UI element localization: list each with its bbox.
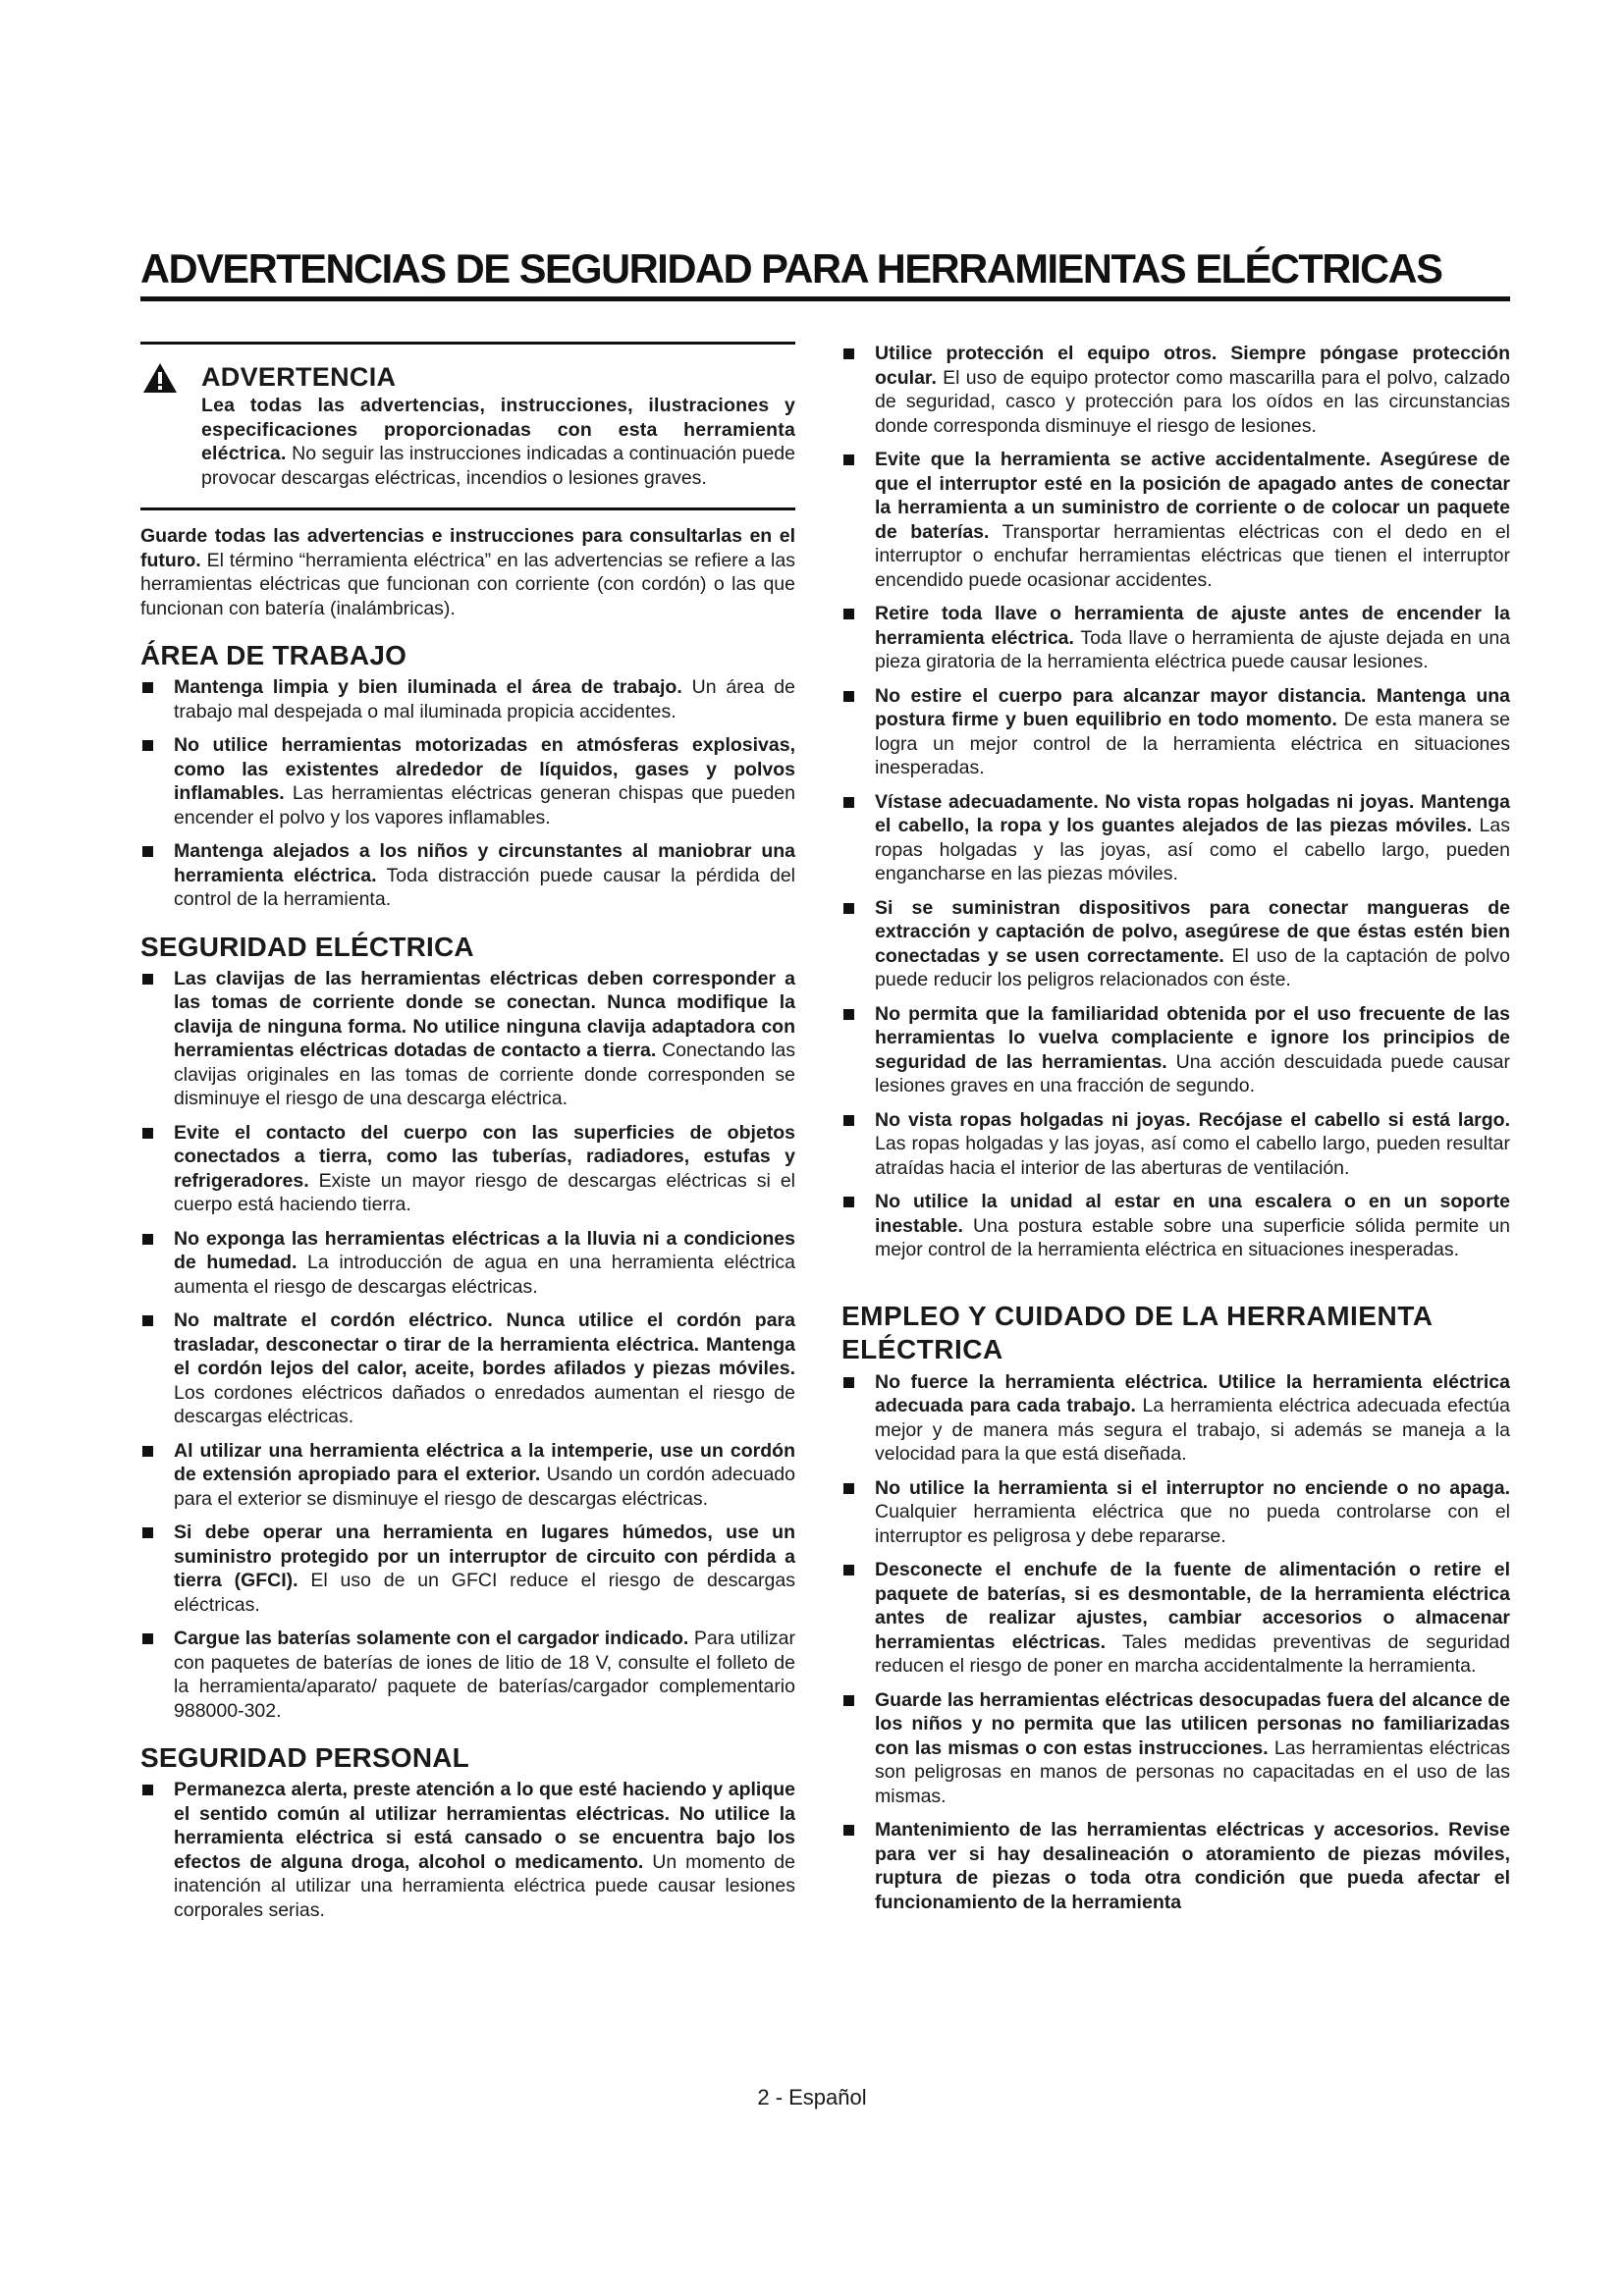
list-item bbox=[140, 1627, 795, 1723]
left-column bbox=[140, 342, 795, 1932]
list-item bbox=[140, 967, 795, 1111]
item-bold: Si se suministran dispositivos para conectar mangueras de extracción y captación de polvo, asegúrese de que éstas estén bien conectadas y se usen correctamente. bbox=[875, 896, 1510, 967]
item-bold: Mantenga limpia y bien iluminada el área de trabajo. bbox=[174, 676, 682, 698]
bullet-square-icon bbox=[843, 797, 854, 808]
item-text: Una acción descuidada puede causar lesiones graves en una fracción de segundo. bbox=[875, 1050, 1511, 1096]
item-text: Las ropas holgadas y las joyas, así como el cabello largo, pueden resultar atraídas hacia el interior de las aberturas de ventilación. bbox=[875, 1133, 1510, 1179]
list-personal-continued bbox=[841, 342, 1510, 1262]
item-bold: No maltrate el cordón eléctrico. Nunca utilice el cordón para trasladar, desconectar o tirar de la herramienta eléctrica. Mantenga el cordón lejos del calor, aceite, bordes afilados y piezas móviles. bbox=[174, 1309, 795, 1379]
bullet-square-icon bbox=[142, 1128, 153, 1139]
item-bold: Evite el contacto del cuerpo con las superficies de objetos conectados a tierra, como las tuberías, radiadores, estufas y refrigeradores. bbox=[174, 1121, 795, 1192]
item-bold: Cargue las baterías solamente con el cargador indicado. bbox=[174, 1628, 689, 1649]
list-item bbox=[140, 1121, 795, 1217]
bullet-square-icon bbox=[142, 846, 153, 857]
bullet-square-icon bbox=[843, 1197, 854, 1207]
save-bold: Guarde todas las advertencias e instrucciones para consultarlas en el futuro. bbox=[140, 525, 795, 571]
list-item bbox=[140, 839, 795, 912]
item-text: Un momento de inatención al utilizar una herramienta eléctrica puede causar lesiones corporales serias. bbox=[174, 1850, 795, 1921]
bullet-square-icon bbox=[142, 1315, 153, 1326]
section-title-personal: SEGURIDAD PERSONAL bbox=[140, 1742, 469, 1773]
list-personal bbox=[140, 1778, 795, 1922]
list-item bbox=[140, 675, 795, 723]
list-item bbox=[841, 1190, 1510, 1262]
item-bold: Vístase adecuadamente. No vista ropas holgadas ni joyas. Mantenga el cabello, la ropa y los guantes alejados de las piezas móviles. bbox=[875, 790, 1510, 836]
item-bold: No utilice la unidad al estar en una escalera o en un soporte inestable. bbox=[875, 1191, 1510, 1237]
item-text: Transportar herramientas eléctricas con el dedo en el interruptor o enchufar herramientas eléctricas que tienen el interruptor encendido puede ocasionar accidentes. bbox=[875, 520, 1511, 591]
item-bold: Mantenimiento de las herramientas eléctricas y accesorios. Revise para ver si hay desalineación o atoramiento de piezas móviles, ruptura de piezas o toda otra condición que pueda afectar el funcionamiento de la herramienta bbox=[875, 1819, 1510, 1913]
item-bold: No permita que la familiaridad obtenida por el uso frecuente de las herramientas lo vuelva complaciente e ignore los principios de seguridad de las herramientas. bbox=[875, 1002, 1510, 1073]
warning-title: ADVERTENCIA bbox=[201, 362, 397, 392]
page-title: ADVERTENCIAS DE SEGURIDAD PARA HERRAMIENTAS ELÉCTRICAS bbox=[140, 245, 1442, 292]
item-text: El uso de la captación de polvo puede reducir los peligros relacionados con éste. bbox=[875, 944, 1510, 990]
item-text: El uso de un GFCI reduce el riesgo de descargas eléctricas. bbox=[174, 1570, 795, 1616]
bullet-square-icon bbox=[843, 1695, 854, 1706]
title-rule bbox=[140, 296, 1510, 301]
item-text: Un área de trabajo mal despejada o mal iluminada propicia accidentes. bbox=[174, 676, 795, 722]
bullet-square-icon bbox=[142, 740, 153, 751]
item-bold: Utilice protección el equipo otros. Siempre póngase protección ocular. bbox=[875, 343, 1510, 389]
item-bold: Al utilizar una herramienta eléctrica a la intemperie, use un cordón de extensión apropiado para el exterior. bbox=[174, 1439, 795, 1485]
item-text: Las ropas holgadas y las joyas, así como el cabello largo, pueden engancharse en las piezas móviles. bbox=[875, 815, 1510, 884]
item-bold: Desconecte el enchufe de la fuente de alimentación o retire el paquete de baterías, si es desmontable, de la herramienta eléctrica antes de realizar ajustes, cambiar accesorios o almacenar herramientas eléctricas. bbox=[875, 1559, 1510, 1653]
item-text: La introducción de agua en una herramienta eléctrica aumenta el riesgo de descargas eléctricas. bbox=[174, 1252, 795, 1298]
item-text: Conectando las clavijas originales en las tomas de corriente donde corresponden se disminuye el riesgo de una descarga eléctrica. bbox=[174, 1040, 795, 1109]
item-bold: Permanezca alerta, preste atención a lo que esté haciendo y aplique el sentido común al utilizar herramientas eléctricas. No utilice la herramienta eléctrica si está cansado o se encuentra bajo los efectos de alguna droga, alcohol o medicamento. bbox=[174, 1779, 795, 1873]
item-bold: No estire el cuerpo para alcanzar mayor distancia. Mantenga una postura firme y buen equilibrio en todo momento. bbox=[875, 684, 1510, 730]
list-item bbox=[841, 896, 1510, 992]
list-item bbox=[841, 1558, 1510, 1679]
bullet-square-icon bbox=[142, 1527, 153, 1538]
item-text: Toda llave o herramienta de ajuste dejada en una pieza giratoria de la herramienta eléctrica puede causar lesiones. bbox=[875, 626, 1511, 672]
bullet-square-icon bbox=[142, 1446, 153, 1457]
item-text: Los cordones eléctricos dañados o enredados aumentan el riesgo de descargas eléctricas. bbox=[174, 1381, 795, 1427]
warning-bold: Lea todas las advertencias, instrucciones, ilustraciones y especificaciones proporcionadas con esta herramienta eléctrica. bbox=[201, 395, 795, 464]
bullet-square-icon bbox=[142, 1633, 153, 1644]
save-regular: El término “herramienta eléctrica” en las advertencias se refiere a las herramientas eléctricas que funcionan con corriente (con cordón) o las que funcionan con batería (inalámbricas). bbox=[140, 549, 795, 619]
list-item bbox=[841, 684, 1510, 780]
list-item bbox=[841, 1476, 1510, 1549]
item-bold: Las clavijas de las herramientas eléctricas deben corresponder a las tomas de corriente donde se conectan. Nunca modifique la clavija de ninguna forma. No utilice ninguna clavija adaptadora con herramientas eléctricas dotadas de contacto a tierra. bbox=[174, 967, 795, 1061]
item-text: Existe un mayor riesgo de descargas eléctricas si el cuerpo está haciendo tierra. bbox=[174, 1169, 795, 1215]
bullet-square-icon bbox=[843, 903, 854, 914]
item-bold: No exponga las herramientas eléctricas a la lluvia ni a condiciones de humedad. bbox=[174, 1227, 795, 1273]
list-item bbox=[140, 733, 795, 829]
bullet-square-icon bbox=[843, 1565, 854, 1575]
list-item bbox=[140, 1308, 795, 1429]
list-item bbox=[841, 448, 1510, 592]
bullet-square-icon bbox=[843, 1377, 854, 1388]
list-item bbox=[841, 1818, 1510, 1914]
bullet-square-icon bbox=[843, 348, 854, 359]
item-text: De esta manera se logra un mejor control de la herramienta eléctrica en situaciones inesperadas. bbox=[875, 709, 1510, 778]
warning-regular: No seguir las instrucciones indicadas a continuación puede provocar descargas eléctricas, incendios o lesiones graves. bbox=[201, 443, 795, 489]
bullet-square-icon bbox=[843, 454, 854, 465]
item-bold: Retire toda llave o herramienta de ajuste antes de encender la herramienta eléctrica. bbox=[875, 603, 1510, 649]
item-text: Las herramientas eléctricas son peligrosas en manos de personas no capacitadas en el uso de las mismas. bbox=[875, 1736, 1511, 1807]
list-item bbox=[841, 1688, 1510, 1809]
bullet-square-icon bbox=[843, 1825, 854, 1836]
bullet-square-icon bbox=[142, 1234, 153, 1245]
item-text: La herramienta eléctrica adecuada efectúa mejor y de manera más segura el trabajo, si además se maneja a la velocidad para la que está diseñada. bbox=[875, 1395, 1511, 1465]
save-instructions bbox=[140, 524, 795, 620]
bullet-square-icon bbox=[843, 609, 854, 619]
bullet-square-icon bbox=[843, 691, 854, 702]
list-item bbox=[841, 1370, 1510, 1467]
list-item bbox=[140, 1521, 795, 1617]
list-electrica bbox=[140, 967, 795, 1724]
item-bold: Evite que la herramienta se active accidentalmente. Asegúrese de que el interruptor esté en la posición de apagado antes de conectar la herramienta a un suministro de corriente o de colocar un paquete de baterías. bbox=[875, 449, 1510, 543]
list-item bbox=[841, 602, 1510, 674]
warning-box bbox=[140, 342, 795, 510]
warning-triangle-icon bbox=[142, 362, 178, 394]
item-bold: No utilice la herramienta si el interruptor no enciende o no apaga. bbox=[875, 1476, 1510, 1499]
item-text: Tales medidas preventivas de seguridad reducen el riesgo de poner en marcha accidentalmente la herramienta. bbox=[875, 1630, 1510, 1677]
item-bold: Mantenga alejados a los niños y circunstantes al maniobrar una herramienta eléctrica. bbox=[174, 840, 795, 886]
item-text: Cualquier herramienta eléctrica que no pueda controlarse con el interruptor es peligrosa y debe repararse. bbox=[875, 1501, 1510, 1547]
item-bold: Guarde las herramientas eléctricas desocupadas fuera del alcance de los niños y no permita que las utilicen personas no familiarizadas con las mismas o con estas instrucciones. bbox=[875, 1688, 1510, 1759]
item-bold: No vista ropas holgadas ni joyas. Recójase el cabello si está largo. bbox=[875, 1108, 1510, 1131]
item-text: Usando un cordón adecuado para el exterior se disminuye el riesgo de descargas eléctricas. bbox=[174, 1464, 795, 1510]
bullet-square-icon bbox=[142, 974, 153, 985]
list-item bbox=[841, 1002, 1510, 1098]
item-bold: No utilice herramientas motorizadas en atmósferas explosivas, como las existentes alrededor de líquidos, gases y polvos inflamables. bbox=[174, 734, 795, 804]
list-item bbox=[841, 790, 1510, 886]
section-title-empleo: EMPLEO Y CUIDADO DE LA HERRAMIENTA ELÉCTRICA bbox=[841, 1300, 1433, 1364]
list-item bbox=[140, 1778, 795, 1922]
item-text: Para utilizar con paquetes de baterías de iones de litio de 18 V, consulte el folleto de la herramienta/aparato/ paquete de baterías/cargador complementario 988000-302. bbox=[174, 1628, 795, 1722]
item-text: Una postura estable sobre una superficie sólida permite un mejor control de la herramienta eléctrica en situaciones inesperadas. bbox=[875, 1214, 1510, 1260]
item-text: Las herramientas eléctricas generan chispas que pueden encender el polvo y los vapores inflamables. bbox=[174, 782, 795, 828]
item-text: El uso de equipo protector como mascarilla para el polvo, calzado de seguridad, casco y protección para los oídos en las circunstancias donde corresponda disminuye el riesgo de lesiones. bbox=[875, 366, 1510, 437]
warning-text bbox=[201, 394, 795, 490]
bullet-square-icon bbox=[843, 1483, 854, 1494]
bullet-square-icon bbox=[142, 1785, 153, 1795]
list-empleo bbox=[841, 1370, 1510, 1915]
bullet-square-icon bbox=[142, 682, 153, 693]
section-title-electrica: SEGURIDAD ELÉCTRICA bbox=[140, 931, 474, 962]
item-text: Toda distracción puede causar la pérdida del control de la herramienta. bbox=[174, 864, 795, 910]
bullet-square-icon bbox=[843, 1009, 854, 1020]
bullet-square-icon bbox=[843, 1115, 854, 1126]
list-item bbox=[140, 1227, 795, 1300]
section-title-area: ÁREA DE TRABAJO bbox=[140, 640, 407, 670]
list-area bbox=[140, 675, 795, 912]
warning-header bbox=[140, 358, 795, 394]
right-column bbox=[841, 342, 1510, 1924]
list-item bbox=[841, 1108, 1510, 1181]
item-bold: No fuerce la herramienta eléctrica. Utilice la herramienta eléctrica adecuada para cada trabajo. bbox=[875, 1370, 1510, 1416]
item-bold: Si debe operar una herramienta en lugares húmedos, use un suministro protegido por un interruptor de circuito con pérdida a tierra (GFCI). bbox=[174, 1522, 795, 1591]
page-number: 2 - Español bbox=[757, 2085, 867, 2109]
list-item bbox=[140, 1439, 795, 1512]
list-item bbox=[841, 342, 1510, 438]
